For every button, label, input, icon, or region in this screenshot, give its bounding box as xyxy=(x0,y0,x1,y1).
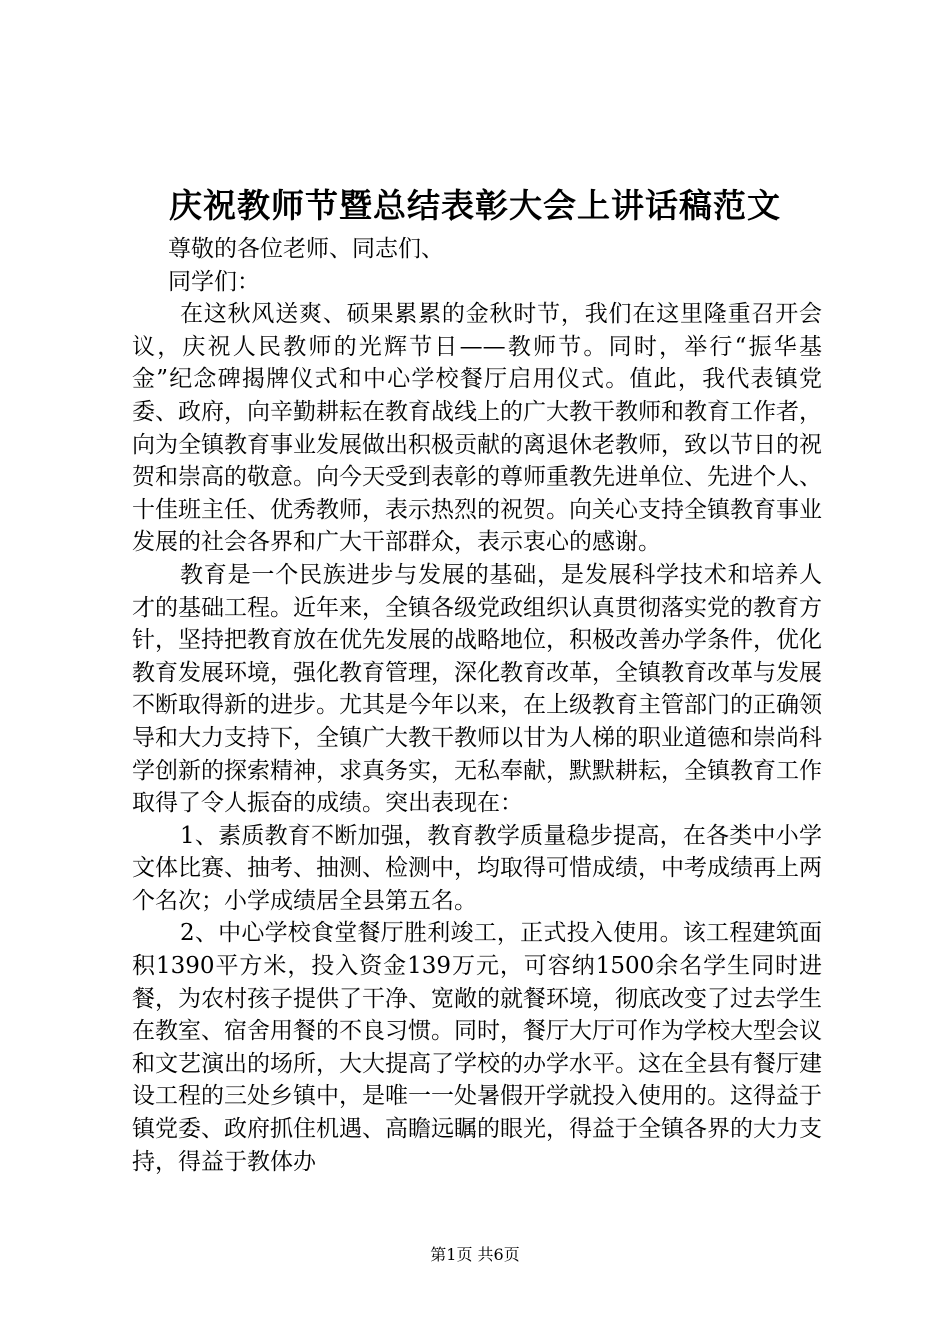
document-title: 庆祝教师节暨总结表彰大会上讲话稿范文 xyxy=(169,186,781,225)
salutation-line-2: 同学们： xyxy=(168,268,260,295)
paragraph-education: 教育是一个民族进步与发展的基础，是发展科学技术和培养人才的基础工程。近年来，全镇各级党政组织认真贯彻落实党的教育方针，坚持把教育放在优先发展的战略地位，积极改善办学条件，优化教育发展环境，强化教育管理，深化教育改革，全镇教育改革与发展不断取得新的进步。尤其是今年以来，在上级教育主管部门的正确领导和大力支持下，全镇广大教干教师以甘为人梯的职业道德和崇尚科学创新的探索精神，求真务实，无私奉献，默默耕耘，全镇教育工作取得了令人振奋的成绩。突出表现在： xyxy=(132,561,822,817)
paragraph-item-1: 1、素质教育不断加强，教育教学质量稳步提高，在各类中小学文体比赛、抽考、抽测、检测中，均取得可惜成绩，中考成绩再上两个名次；小学成绩居全县第五名。 xyxy=(132,822,822,914)
document-body xyxy=(132,233,822,1178)
paragraph-opening: 在这秋风送爽、硕果累累的金秋时节，我们在这里隆重召开会议，庆祝人民教师的光辉节日——教师节。同时，举行“振华基金”纪念碑揭牌仪式和中心学校餐厅启用仪式。值此，我代表镇党委、政府，向辛勤耕耘在教育战线上的广大教干教师和教育工作者，向为全镇教育事业发展做出积极贡献的离退休老教师，致以节日的祝贺和崇高的敬意。向今天受到表彰的尊师重教先进单位、先进个人、十佳班主任、优秀教师，表示热烈的祝贺。向关心支持全镇教育事业发展的社会各界和广大干部群众，表示衷心的感谢。 xyxy=(132,301,822,556)
page-footer: 第1页 共6页 xyxy=(430,1245,520,1264)
salutation-line-1: 尊敬的各位老师、同志们、 xyxy=(168,236,444,262)
paragraph-item-2: 2、中心学校食堂餐厅胜利竣工，正式投入使用。该工程建筑面积1390平方米，投入资金139万元，可容纳1500余名学生同时进餐，为农村孩子提供了干净、宽敞的就餐环境，彻底改变了过去学生在教室、宿舍用餐的不良习惯。同时，餐厅大厅可作为学校大型会议和文艺演出的场所，大大提高了学校的办学水平。这在全县有餐厅建设工程的三处乡镇中，是唯一一处暑假开学就投入使用的。这得益于镇党委、政府抓住机遇、高瞻远瞩的眼光，得益于全镇各界的大力支持，得益于教体办 xyxy=(132,920,822,1175)
